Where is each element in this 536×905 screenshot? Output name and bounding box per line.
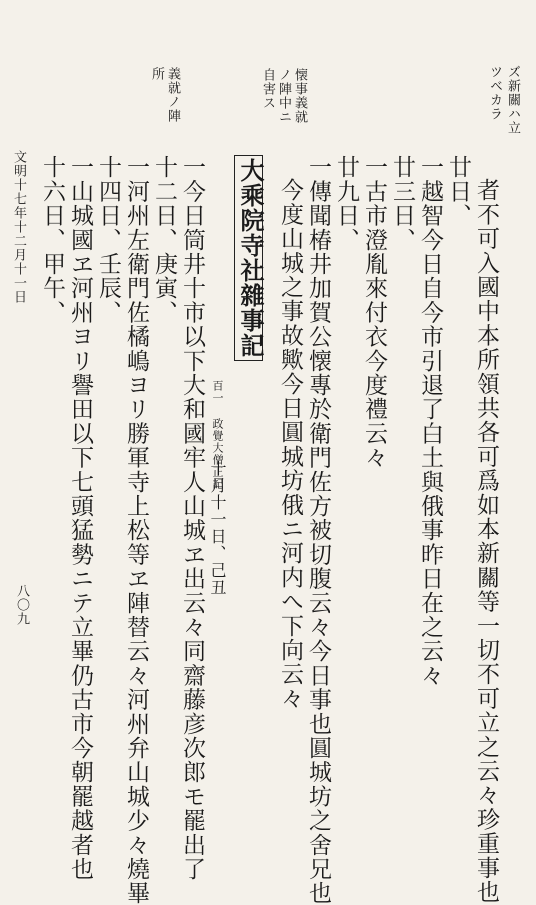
headnote-left-1: 義就ノ陣	[165, 67, 180, 123]
text-line-14: 十六日、甲午、	[39, 155, 65, 325]
text-line-10: 十二日、庚寅、	[151, 155, 177, 325]
section-title: 大乘院寺社雜事記	[234, 155, 263, 361]
text-line-13: 一山城國ヱ河州ヨリ譽田以下七頭猛勢ニテ立畢仍古市今朝罷越者也	[67, 155, 93, 881]
text-line-5: 一古市澄胤來付衣今度禮云々	[361, 155, 387, 470]
text-line-9: 一今日筒井十市以下大和國牢人山城ヱ出云々同齋藤彦次郎モ罷出了	[179, 155, 205, 881]
text-line-7: 一傳聞椿井加賀公懐專於衛門佐方被切腹云々今日事也圓城坊之舍兄也	[305, 155, 331, 905]
headnote-left-2: 所	[149, 67, 164, 81]
headnote-right-2: ツベカラ	[487, 65, 502, 121]
text-line-1: 者不可入國中本所領共各可爲如本新關等一切不可立之云々珍重事也	[473, 178, 499, 904]
page-number: 八〇九	[14, 584, 29, 626]
headnote-middle-3: 自害ス	[260, 68, 275, 110]
text-line-3: 一越智今日自今市引退了白土與俄事昨日在之云々	[417, 155, 443, 688]
running-date: 文明十七年十二月十一日	[11, 150, 26, 304]
text-line-12: 十四日、壬辰、	[95, 155, 121, 325]
section-note: 百一 政覺大僧正記	[211, 380, 224, 490]
headnote-middle-1: 懐事義就	[292, 68, 307, 124]
text-line-6: 廿九日、	[333, 155, 359, 252]
headnote-right-1: ズ新關ハ立	[505, 65, 520, 135]
text-line-11: 一河州左衛門佐橘嶋ヨリ勝軍寺上松等ヱ陣替云々河州弁山城少々燒畢	[123, 155, 149, 905]
text-line-8: 今度山城之事故歟今日圓城坊俄ニ河内へ下向云々	[277, 178, 303, 711]
text-line-4: 廿三日、	[389, 155, 415, 252]
section-date: 十月十一日、己丑	[208, 460, 227, 596]
text-line-2: 廿日、	[445, 155, 471, 228]
headnote-middle-2: ノ陣中ニ	[276, 68, 291, 124]
